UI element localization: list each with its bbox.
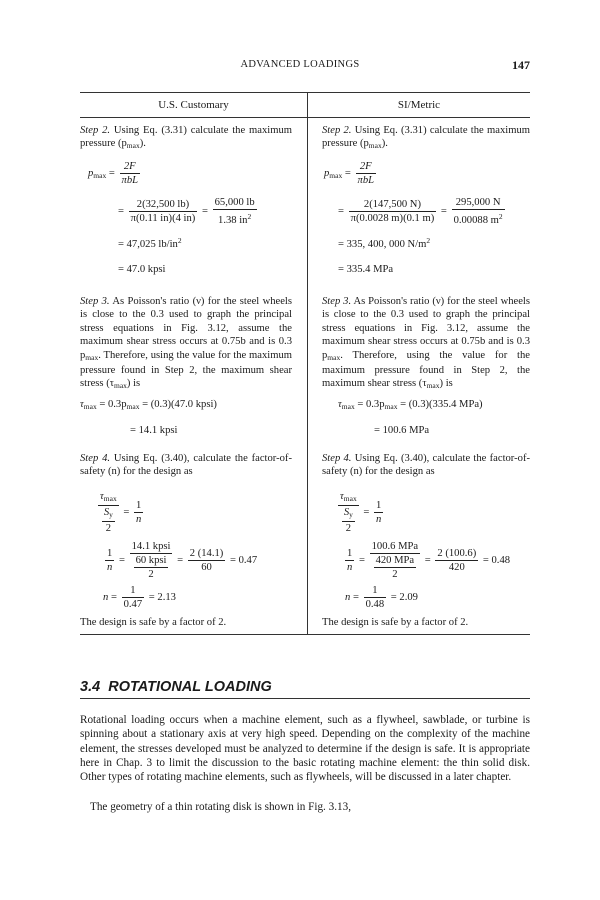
column-header-us: U.S. Customary [158, 99, 229, 111]
us-eq-factor-of-safety-def: $\frac{\tau_{max}}{\frac{S_y}{2}}$ = $\frac{1}{n}$ [100, 491, 142, 534]
us-step3-text: Step 3. As Poisson's ratio (ν) for the steel wheels is close to the 0.3 used to graph the principal stress equations in Fig. 3.12, assume the maximum shear stress occurs at 0.75b and is 0.3 $p_{max}$. Therefore, using the value for the maximum pressure found in Step 2, the maximum shear stress $(\tau_{max})$ is [80, 296, 292, 391]
si-eq-result1: = 335, 400, 000 $N/m^2$ [338, 236, 431, 250]
page-number: 147 [512, 58, 530, 72]
si-step2-text: Step 2. Using Eq. (3.31) calculate the maximum pressure $(p_{max})$. [322, 125, 530, 151]
us-eq-pmax: $p_{max}$ = $\frac{2F}{\text{πbL}}$ [88, 161, 139, 186]
si-eq-n: n = $\frac{1}{0.48}$ = 2.09 [345, 585, 418, 610]
us-eq-tau: $\tau_{max} = 0.3p_{max} = (0.3)(47.0$ kpsi) [80, 399, 217, 411]
si-step4-text: Step 4. Using Eq. (3.40), calculate the factor-of-safety (n) for the design as [322, 453, 530, 478]
si-eq-substitution: = $\frac{2(147,500 N)}{\pi(0.0028 m)(0.1 m)}$ = $\frac{295,000 N}{0.00088 m^2}$ [338, 197, 503, 226]
si-eq-pmax: $p_{max}$ = $\frac{2F}{\text{πbL}}$ [324, 161, 375, 186]
si-eq-factor-of-safety-def: $\frac{\tau_{max}}{\frac{S_y}{2}}$ = $\frac{1}{n}$ [340, 491, 382, 534]
column-header-si: SI/Metric [397, 99, 441, 111]
body-paragraph-1: Rotational loading occurs when a machine element, such as a flywheel, sawblade, or turbine is spinning about a stationary axis at very high speed. Depending on the complexity of the machine element, the stresses developed must be analyzed to determine if the design is safe. It is appropriate here in Chap. 3 to limit the discussion to the basic rotating machine element: the thin solid disk. Other types of rotating machine elements, such as flywheels, will be discussed in a later chapter. [80, 714, 530, 784]
si-eq-tau: $\tau_{max} = 0.3p_{max} = (0.3)(335.4$ MPa) [338, 399, 483, 411]
us-eq-tau-result: = 14.1 kpsi [130, 425, 178, 436]
si-eq-result2: = 335.4 MPa [338, 264, 394, 275]
table-column-divider [307, 92, 308, 634]
si-conclusion: The design is safe by a factor of 2. [322, 617, 469, 628]
us-eq-result1: = 47,025 $lb/in^2$ [118, 236, 182, 250]
table-bottom-rule [80, 634, 530, 635]
us-step4-text: Step 4. Using Eq. (3.40), calculate the factor-of-safety (n) for the design as [80, 453, 292, 478]
section-rule [80, 698, 530, 699]
us-eq-substitution: = $\frac{2(32,500 lb)}{\pi(0.11 in)(4 in)}$ = $\frac{65,000 lb}{1.38 in^2}$ [118, 197, 255, 226]
si-eq-tau-result: = 100.6 MPa [374, 425, 430, 436]
us-step2-text: Step 2. Using Eq. (3.31) calculate the maximum pressure $(p_{max})$. [80, 125, 292, 151]
us-conclusion: The design is safe by a factor of 2. [80, 617, 227, 628]
section-heading: 3.4 ROTATIONAL LOADING [80, 679, 272, 695]
si-step3-text: Step 3. As Poisson's ratio (ν) for the steel wheels is close to the 0.3 used to graph the principal stress equations in Fig. 3.12, assume the maximum shear stress occurs at 0.75b and is 0.3 $p_{max}$. Therefore, using the value for the maximum pressure found in Step 2, the maximum shear stress $(\tau_{max})$ is [322, 296, 530, 391]
si-eq-factor-of-safety-calc: $\frac{1}{n}$ = $\frac{\text{100.6 MPa}}{\frac{\text{420 MPa}}{2}}$ = $\frac{2 (100.6)}{420}$ = 0.48 [347, 541, 511, 580]
body-paragraph-2: The geometry of a thin rotating disk is shown in Fig. 3.13, [90, 801, 352, 813]
table-header-rule [80, 117, 530, 118]
us-eq-result2: = 47.0 kpsi [118, 264, 166, 275]
us-eq-n: n = $\frac{1}{0.47}$ = 2.13 [103, 585, 176, 610]
running-title: ADVANCED LOADINGS [240, 59, 360, 70]
us-eq-factor-of-safety-calc: $\frac{1}{n}$ = $\frac{\text{14.1 kpsi}}{\frac{\text{60 kpsi}}{2}}$ = $\frac{2 (14.1)}{60}$ = 0.47 [107, 541, 258, 580]
table-top-rule [80, 92, 530, 93]
